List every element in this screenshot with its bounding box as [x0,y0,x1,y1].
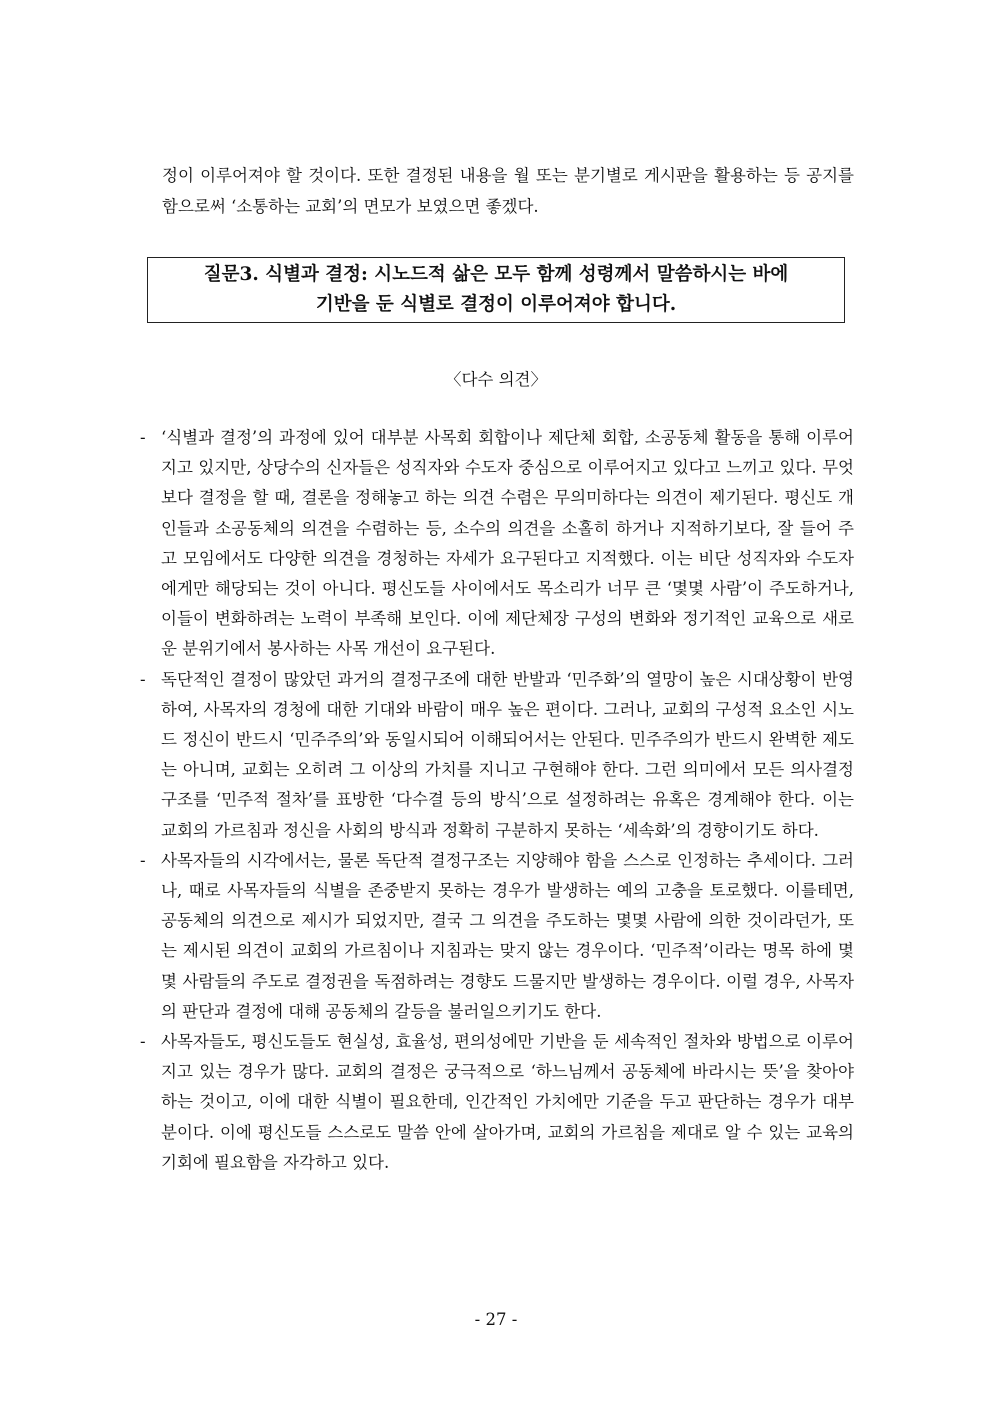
opinion-item [140,665,854,846]
dash-marker: - [140,428,146,447]
opinion-text: 사목자들도, 평신도들도 현실성, 효율성, 편의성에만 기반을 둔 세속적인 절차와 방법으로 이루어지고 있는 경우가 많다. 교회의 결정은 궁극적으로 ‘하느님께서 공동체에 바라시는 뜻’을 찾아야 하는 것이고, 이에 대한 식별이 필요한데, 인간적인 가치에만 기준을 두고 판단하는 경우가 대부분이다. 이에 평신도들 스스로도 말씀 안에 살아가며, 교회의 가르침을 제대로 알 수 있는 교육의 기회에 필요함을 자각하고 있다. [161,1032,854,1172]
opinion-item [140,1027,854,1178]
opinion-item [140,846,854,1027]
dash-marker: - [140,1032,146,1052]
page-number: - 27 - [474,1310,518,1329]
opinion-item [140,423,854,665]
opinion-text: 사목자들의 시각에서는, 물론 독단적 결정구조는 지양해야 함을 스스로 인정하는 추세이다. 그러나, 때로 사목자들의 식별을 존중받지 못하는 경우가 발생하는 예의 고충을 토로했다. 이를테면, 공동체의 의견으로 제시가 되었지만, 결국 그 의견을 주도하는 몇몇 사람에 의한 것이라던가, 또는 제시된 의견이 교회의 가르침이나 지침과는 맞지 않는 경우이다. ‘민주적’이라는 명목 하에 몇몇 사람들의 주도로 결정권을 독점하려는 경향도 드물지만 발생하는 경우이다. 이럴 경우, 사목자의 판단과 결정에 대해 공동체의 갈등을 불러일으키기도 한다. [161,850,854,1021]
intro-text: 정이 이루어져야 할 것이다. 또한 결정된 내용을 월 또는 분기별로 게시판을 활용하는 등 공지를 함으로써 ‘소통하는 교회’의 면모가 보였으면 좋겠다. [162,166,854,216]
dash-marker: - [140,669,146,689]
question-line-2: 기반을 둔 식별로 결정이 이루어져야 합니다. [315,294,677,315]
opinion-text: 독단적인 결정이 많았던 과거의 결정구조에 대한 반발과 ‘민주화’의 열망이 높은 시대상황이 반영하여, 사목자의 경청에 대한 기대와 바람이 매우 높은 편이다. 그러나, 교회의 구성적 요소인 시노드 정신이 반드시 ‘민주주의’와 동일시되어 이해되어서는 안된다. 민주주의가 반드시 완벽한 제도는 아니며, 교회는 오히려 그 이상의 가치를 지니고 구현해야 한다. 그런 의미에서 모든 의사결정 구조를 ‘민주적 절차’를 표방한 ‘다수결 등의 방식’으로 설정하려는 유혹은 경계해야 한다. 이는 교회의 가르침과 정신을 사회의 방식과 정확히 구분하지 못하는 ‘세속화’의 경향이기도 하다. [161,669,854,840]
question-box [147,257,845,323]
section-heading: 〈다수 의견〉 [444,370,547,389]
dash-marker: - [140,850,146,870]
intro-paragraph [162,160,854,222]
opinion-list [140,423,854,1178]
question-line-1: 질문3. 식별과 결정: 시노드적 삶은 모두 함께 성령께서 말씀하시는 바에 [203,264,789,285]
opinion-text: ‘식별과 결정’의 과정에 있어 대부분 사목회 회합이나 제단체 회합, 소공동체 활동을 통해 이루어지고 있지만, 상당수의 신자들은 성직자와 수도자 중심으로 이루어지고 있다고 느끼고 있다. 무엇보다 결정을 할 때, 결론을 정해놓고 하는 의견 수렴은 무의미하다는 의견이 제기된다. 평신도 개인들과 소공동체의 의견을 수렴하는 등, 소수의 의견을 소홀히 하거나 지적하기보다, 잘 들어 주고 모임에서도 다양한 의견을 경청하는 자세가 요구된다고 지적했다. 이는 비단 성직자와 수도자에게만 해당되는 것이 아니다. 평신도들 사이에서도 목소리가 너무 큰 ‘몇몇 사람’이 주도하거나, 이들이 변화하려는 노력이 부족해 보인다. 이에 제단체장 구성의 변화와 정기적인 교육으로 새로운 분위기에서 봉사하는 사목 개선이 요구된다. [161,428,854,659]
